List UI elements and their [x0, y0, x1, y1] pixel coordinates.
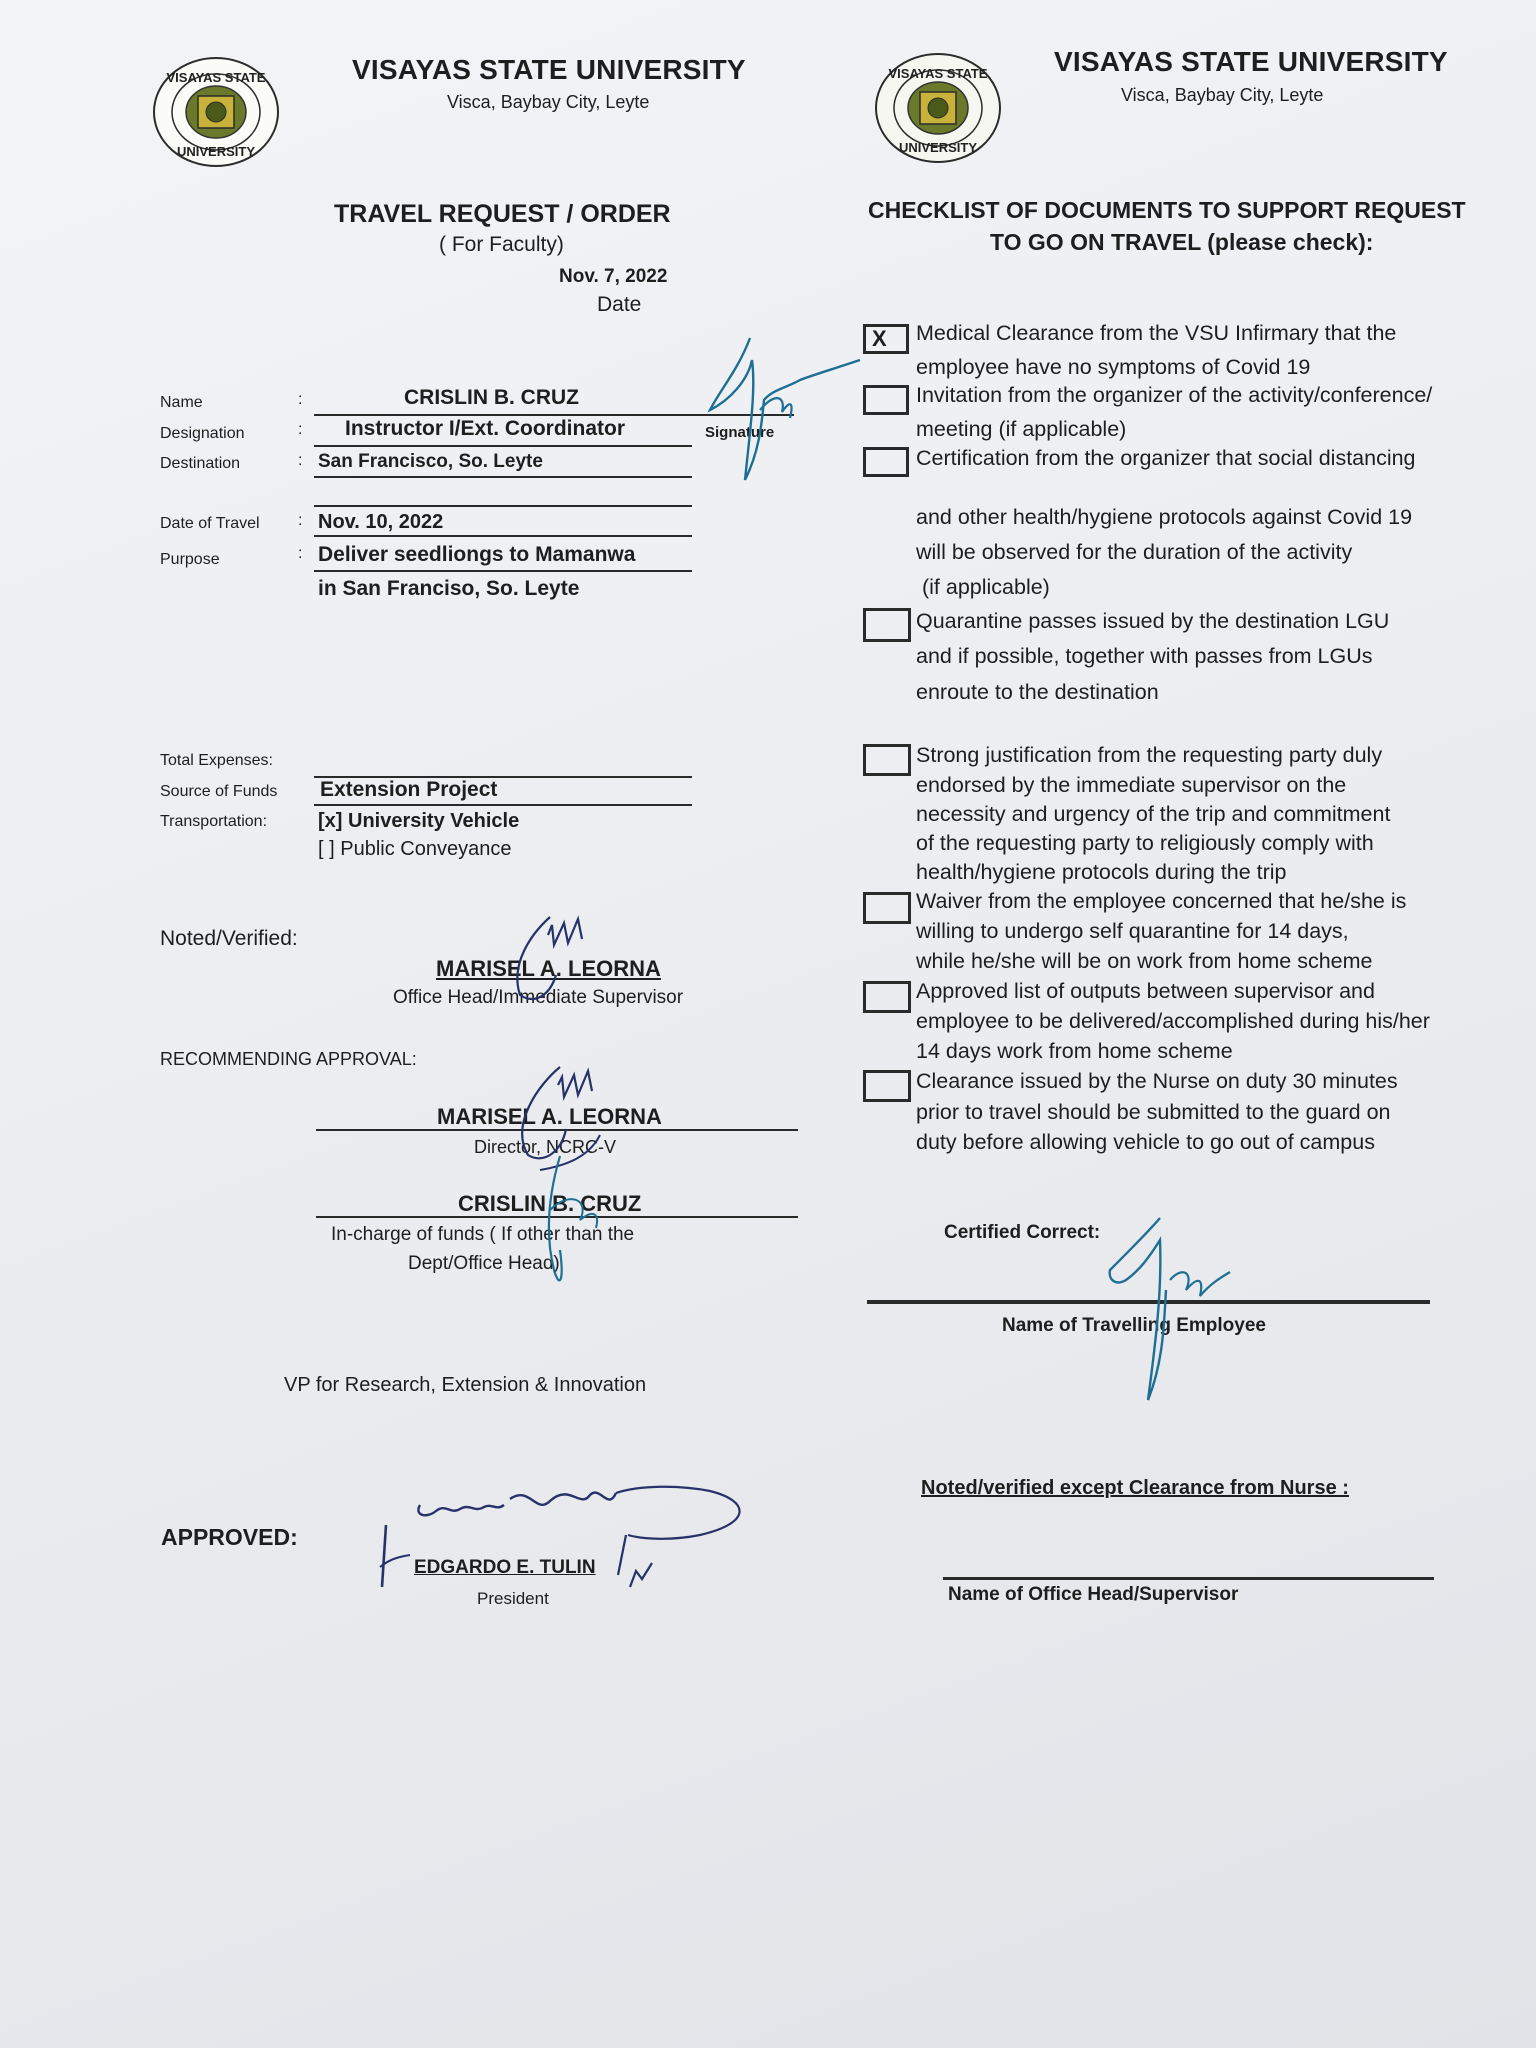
destination-label: Destination — [160, 455, 241, 472]
approved-label: APPROVED: — [161, 1524, 298, 1550]
recommending-name: MARISEL A. LEORNA — [437, 1104, 662, 1129]
checklist-item-4-line-3: enroute to the destination — [916, 680, 1159, 704]
funds-incharge-signature — [520, 1150, 630, 1300]
checkbox-quarantine-passes[interactable] — [863, 608, 911, 642]
checklist-item-6-line-1: Waiver from the employee concerned that he/she is — [916, 889, 1407, 913]
name-value: CRISLIN B. CRUZ — [404, 386, 579, 409]
office-head-label: Name of Office Head/Supervisor — [948, 1584, 1239, 1605]
president-signature — [380, 1475, 760, 1605]
office-head-signature-line — [943, 1577, 1434, 1580]
checklist-item-8-line-2: prior to travel should be submitted to the guard on — [916, 1100, 1391, 1124]
approver-role: President — [477, 1589, 549, 1608]
funds-incharge-role-2: Dept/Office Head) — [408, 1253, 560, 1274]
transportation-label: Transportation: — [160, 813, 268, 830]
vsu-seal-logo-right — [874, 52, 1002, 164]
noted-verified-label: Noted/Verified: — [160, 927, 298, 950]
source-of-funds-underline — [314, 804, 692, 806]
purpose-line-1: Deliver seedliongs to Mamanwa — [318, 543, 636, 566]
source-of-funds-value: Extension Project — [320, 778, 498, 801]
transport-public-conveyance: [ ] Public Conveyance — [318, 838, 512, 860]
name-colon: : — [298, 391, 303, 408]
checkbox-waiver[interactable] — [863, 892, 911, 924]
signature-label: Signature — [705, 424, 775, 441]
checklist-item-3-line-1: Certification from the organizer that social distancing — [916, 446, 1416, 470]
travel-date-value: Nov. 10, 2022 — [318, 511, 444, 533]
certified-correct-label: Certified Correct: — [944, 1222, 1101, 1243]
source-of-funds-label: Source of Funds — [160, 783, 278, 800]
purpose-colon: : — [298, 545, 303, 562]
checklist-item-7-line-1: Approved list of outputs between supervisor and — [916, 979, 1375, 1003]
funds-incharge-role-1: In-charge of funds ( If other than the — [331, 1224, 635, 1245]
name-label: Name — [160, 394, 203, 411]
applicant-signature — [690, 330, 870, 500]
checklist-item-1-line-2: employee have no symptoms of Covid 19 — [916, 355, 1311, 379]
checklist-item-4-line-2: and if possible, together with passes from LGUs — [916, 644, 1373, 668]
checkbox-justification[interactable] — [863, 744, 911, 776]
checklist-item-2-line-1: Invitation from the organizer of the activity/conference/ — [916, 383, 1433, 407]
designation-value: Instructor I/Ext. Coordinator — [345, 417, 626, 440]
destination-underline — [314, 476, 692, 478]
purpose-underline — [314, 570, 692, 572]
svg-text:UNIVERSITY: UNIVERSITY — [898, 140, 978, 155]
approver-name: EDGARDO E. TULIN — [414, 1557, 596, 1578]
checklist-item-5-line-5: health/hygiene protocols during the trip — [916, 860, 1287, 884]
svg-text:UNIVERSITY: UNIVERSITY — [176, 144, 256, 159]
noted-by-name: MARISEL A. LEORNA — [436, 956, 661, 981]
university-name-right: VISAYAS STATE UNIVERSITY — [1054, 46, 1448, 77]
checklist-item-8-line-3: duty before allowing vehicle to go out of campus — [916, 1130, 1375, 1154]
destination-colon: : — [298, 452, 303, 469]
traveller-signature — [1090, 1210, 1250, 1410]
destination-underline-2 — [314, 505, 692, 507]
checklist-item-2-line-2: meeting (if applicable) — [916, 417, 1127, 441]
recommending-approval-label: RECOMMENDING APPROVAL: — [160, 1049, 417, 1069]
checkbox-medical-clearance[interactable]: X — [863, 324, 909, 354]
travel-date-label: Date of Travel — [160, 515, 260, 532]
checklist-item-6-line-2: willing to undergo self quarantine for 14 days, — [916, 919, 1349, 943]
purpose-label: Purpose — [160, 551, 220, 568]
checklist-item-6-line-3: while he/she will be on work from home scheme — [916, 949, 1373, 973]
checklist-item-4-line-1: Quarantine passes issued by the destination LGU — [916, 609, 1390, 633]
noted-by-signature — [490, 905, 630, 1015]
purpose-line-2: in San Franciso, So. Leyte — [318, 577, 580, 600]
checkbox-nurse-clearance[interactable] — [863, 1070, 911, 1102]
checklist-item-3-cont-3: (if applicable) — [916, 575, 1050, 599]
funds-incharge-name: CRISLIN B. CRUZ — [458, 1191, 642, 1216]
checklist-item-7-line-3: 14 days work from home scheme — [916, 1039, 1233, 1063]
designation-underline — [314, 445, 692, 447]
checklist-item-3-cont-1: and other health/hygiene protocols against Covid 19 — [916, 505, 1413, 529]
request-date-value: Nov. 7, 2022 — [559, 266, 668, 287]
checklist-item-5-line-1: Strong justification from the requesting party duly — [916, 743, 1383, 767]
total-expenses-label: Total Expenses: — [160, 752, 273, 769]
checklist-item-8-line-1: Clearance issued by the Nurse on duty 30 minutes — [916, 1069, 1398, 1093]
university-address-right: Visca, Baybay City, Leyte — [1121, 85, 1324, 105]
university-name: VISAYAS STATE UNIVERSITY — [352, 54, 746, 85]
checklist-item-5-line-4: of the requesting party to religiously comply with — [916, 831, 1374, 855]
checklist-item-3-cont-2: will be observed for the duration of the activity — [916, 540, 1353, 564]
checklist-item-5-line-3: necessity and urgency of the trip and commitment — [916, 802, 1391, 826]
svg-text:VISAYAS STATE: VISAYAS STATE — [166, 70, 266, 85]
university-address: Visca, Baybay City, Leyte — [447, 92, 650, 112]
vp-research-label: VP for Research, Extension & Innovation — [284, 1374, 647, 1396]
traveller-name-label: Name of Travelling Employee — [1002, 1315, 1266, 1336]
svg-text:VISAYAS STATE: VISAYAS STATE — [888, 66, 988, 81]
checklist-title-line-1: CHECKLIST OF DOCUMENTS TO SUPPORT REQUEST — [868, 197, 1466, 223]
checkbox-approved-outputs[interactable] — [863, 981, 911, 1013]
form-subtitle: ( For Faculty) — [439, 233, 564, 256]
request-date-label: Date — [597, 293, 642, 316]
noted-except-nurse-label: Noted/verified except Clearance from Nurse : — [921, 1477, 1349, 1499]
designation-colon: : — [298, 421, 303, 438]
checklist-item-1-line-1: Medical Clearance from the VSU Infirmary that the — [916, 321, 1397, 345]
destination-value: San Francisco, So. Leyte — [318, 451, 543, 472]
checklist-title-line-2: TO GO ON TRAVEL (please check): — [990, 229, 1374, 255]
travel-date-underline — [314, 535, 692, 537]
form-title: TRAVEL REQUEST / ORDER — [334, 200, 671, 228]
designation-label: Designation — [160, 425, 245, 442]
transport-university-vehicle: [x] University Vehicle — [318, 810, 520, 832]
checklist-item-7-line-2: employee to be delivered/accomplished during his/her — [916, 1009, 1430, 1033]
recommending-role: Director, NCRC-V — [474, 1137, 617, 1157]
travel-date-colon: : — [298, 512, 303, 529]
noted-by-role: Office Head/Immediate Supervisor — [393, 987, 684, 1008]
vsu-seal-logo — [152, 56, 280, 168]
checklist-item-5-line-2: endorsed by the immediate supervisor on the — [916, 773, 1347, 797]
